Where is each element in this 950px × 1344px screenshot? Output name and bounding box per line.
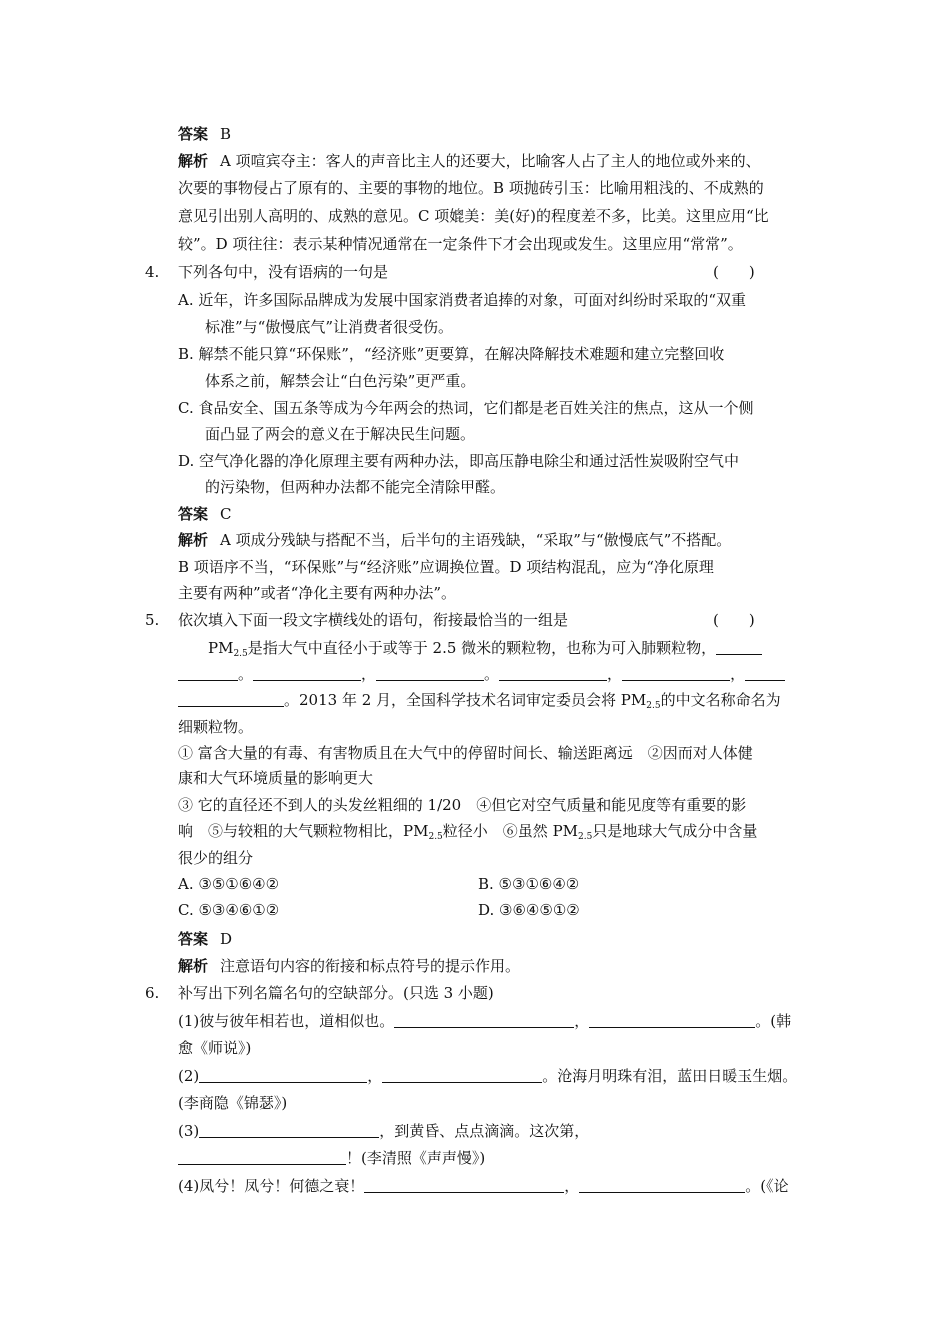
fill-blank[interactable] <box>716 640 762 655</box>
q5-answer-paren: ( ) <box>713 611 755 629</box>
answer-value: C <box>220 505 232 523</box>
q6-number: 6. <box>145 984 160 1002</box>
q5-passage-line <box>208 638 762 664</box>
pm-subscript: 2.5 <box>646 701 661 711</box>
q6-sentence-1 <box>178 1011 791 1031</box>
q5-passage-line: 细颗粒物。 <box>178 718 254 736</box>
q5-item-line: 很少的组分 <box>178 849 254 867</box>
fill-blank[interactable] <box>178 1150 346 1165</box>
item-text: 只是地球大气成分中含量 <box>592 822 758 840</box>
q3-analysis-line: 次要的事物侵占了原有的、主要的事物的地位。B 项抛砖引玉：比喻用粗浅的、不成熟的 <box>178 179 764 197</box>
q5-item-line: ① 富含大量的有毒、有害物质且在大气中的停留时间长、输送距离远 ②因而对人体健 <box>178 744 753 762</box>
passage-text: 是指大气中直径小于或等于 2.5 微米的颗粒物，也称为可入肺颗粒物， <box>247 639 717 657</box>
fill-blank[interactable] <box>253 666 361 681</box>
pm-subscript: 2.5 <box>233 649 248 659</box>
fill-blank[interactable] <box>364 1178 564 1193</box>
item-text: 粒径小 ⑥虽然 <box>442 822 553 840</box>
pm-subscript: 2.5 <box>428 832 443 842</box>
analysis-text: A 项成分残缺与搭配不当，后半句的主语残缺，“采取”与“傲慢底气”不搭配。 <box>220 531 732 549</box>
q6-stem: 补写出下列名篇名句的空缺部分。(只选 3 小题) <box>178 984 494 1002</box>
q4-option-d: D. 空气净化器的净化原理主要有两种办法，即高压静电除尘和通过活性炭吸附空气中 <box>178 452 740 470</box>
q4-answer <box>178 504 232 524</box>
sentence-text: ， <box>564 1177 580 1195</box>
q5-option-d: D. ③⑥④⑤①② <box>478 901 580 919</box>
q3-analysis-line: 较”。D 项往往：表示某种情况通常在一定条件下才会出现或发生。这里应用“常常”。 <box>178 235 743 253</box>
sentence-text: ，到黄昏、点点滴滴。这次第， <box>379 1122 590 1140</box>
pm-text: PM <box>403 822 429 840</box>
q3-analysis-line <box>178 151 761 171</box>
q4-option-b: B. 解禁不能只算“环保账”，“经济账”更要算，在解决降解技术难题和建立完整回收 <box>178 345 725 363</box>
sentence-text: 。(《论 <box>745 1177 789 1195</box>
sentence-text: 。沧海月明珠有泪，蓝田日暖玉生烟。 <box>542 1067 798 1085</box>
q5-analysis <box>178 956 520 976</box>
q4-option-b-cont: 体系之前，解禁会让“白色污染”更严重。 <box>205 372 476 390</box>
q5-number: 5. <box>145 611 160 629</box>
analysis-text: 注意语句内容的衔接和标点符号的提示作用。 <box>220 957 521 975</box>
fill-blank[interactable] <box>376 666 484 681</box>
q4-option-a-cont: 标准”与“傲慢底气”让消费者很受伤。 <box>205 318 454 336</box>
pm-text: PM <box>208 639 234 657</box>
sentence-text: (4)凤兮！凤兮！何德之衰！ <box>178 1177 365 1195</box>
answer-label: 答案 <box>178 125 209 143</box>
q3-answer <box>178 124 231 144</box>
q5-passage-line <box>178 690 781 716</box>
q5-stem: 依次填入下面一段文字横线处的语句，衔接最恰当的一组是 <box>178 611 569 629</box>
q4-option-c-cont: 面凸显了两会的意义在于解决民生问题。 <box>205 425 476 443</box>
fill-blank[interactable] <box>382 1068 542 1083</box>
answer-value: B <box>220 125 232 143</box>
fill-blank[interactable] <box>178 666 238 681</box>
q5-item-line: 康和大气环境质量的影响更大 <box>178 769 374 787</box>
fill-blank[interactable] <box>499 666 607 681</box>
answer-label: 答案 <box>178 930 209 948</box>
q4-option-c: C. 食品安全、国五条等成为今年两会的热词，它们都是老百姓关注的焦点，这从一个侧 <box>178 399 754 417</box>
q4-stem: 下列各句中，没有语病的一句是 <box>178 263 389 281</box>
q4-number: 4. <box>145 263 160 281</box>
q5-option-a: A. ③⑤①⑥④② <box>178 875 280 893</box>
item-text: 响 ⑤与较粗的大气颗粒物相比， <box>178 822 404 840</box>
q4-answer-paren: ( ) <box>713 263 755 281</box>
q6-sentence-1-cont: 愈《师说》) <box>178 1039 252 1057</box>
fill-blank[interactable] <box>745 666 785 681</box>
q4-analysis-line: 主要有两种”或者“净化主要有两种办法”。 <box>178 584 457 602</box>
q6-sentence-3-cont <box>178 1148 485 1168</box>
fill-blank[interactable] <box>589 1013 755 1028</box>
sentence-text: 。(韩 <box>755 1012 792 1030</box>
sentence-text: (1)彼与彼年相若也，道相似也。 <box>178 1012 395 1030</box>
pm-subscript: 2.5 <box>578 832 593 842</box>
analysis-label: 解析 <box>178 531 209 549</box>
passage-text: 。2013 年 2 月，全国科学技术名词审定委员会将 <box>284 691 621 709</box>
fill-blank[interactable] <box>622 666 730 681</box>
fill-blank[interactable] <box>199 1068 367 1083</box>
answer-value: D <box>220 930 233 948</box>
sentence-text: (2) <box>178 1067 200 1085</box>
q6-sentence-2-cont: (李商隐《锦瑟》) <box>178 1094 288 1112</box>
q5-answer <box>178 929 232 949</box>
q6-sentence-3 <box>178 1121 589 1141</box>
q6-sentence-4 <box>178 1176 789 1196</box>
q5-item-line <box>178 821 757 847</box>
sentence-text: (3) <box>178 1122 200 1140</box>
pm-text: PM <box>620 691 647 709</box>
fill-blank[interactable] <box>394 1013 574 1028</box>
q4-option-d-cont: 的污染物，但两种办法都不能完全清除甲醛。 <box>205 478 506 496</box>
fill-blank[interactable] <box>199 1123 379 1138</box>
q5-passage-line: 。 ， 。 ， ， <box>178 664 785 684</box>
answer-label: 答案 <box>178 505 209 523</box>
q4-analysis-line <box>178 530 731 550</box>
q5-item-line: ③ 它的直径还不到人的头发丝粗细的 1/20 ④但它对空气质量和能见度等有重要的影 <box>178 796 747 814</box>
q4-analysis-line: B 项语序不当，“环保账”与“经济账”应调换位置。D 项结构混乱，应为“净化原理 <box>178 558 714 576</box>
q5-option-c: C. ⑤③④⑥①② <box>178 901 280 919</box>
passage-text: 的中文名称命名为 <box>660 691 781 709</box>
sentence-text: ！(李清照《声声慢》) <box>346 1149 486 1167</box>
analysis-label: 解析 <box>178 957 209 975</box>
fill-blank[interactable] <box>178 692 284 707</box>
pm-text: PM <box>552 822 579 840</box>
sentence-text: ， <box>574 1012 590 1030</box>
q5-option-b: B. ⑤③①⑥④② <box>478 875 580 893</box>
q3-analysis-line: 意见引出别人高明的、成熟的意见。C 项媲美：美(好)的程度差不多，比美。这里应用“比 <box>178 207 769 225</box>
analysis-label: 解析 <box>178 152 209 170</box>
fill-blank[interactable] <box>579 1178 745 1193</box>
analysis-text: A 项喧宾夺主：客人的声音比主人的还要大，比喻客人占了主人的地位或外来的、 <box>220 152 761 170</box>
sentence-text: ， <box>367 1067 383 1085</box>
q4-option-a: A. 近年，许多国际品牌成为发展中国家消费者追捧的对象，可面对纠纷时采取的“双重 <box>178 291 747 309</box>
q6-sentence-2 <box>178 1066 797 1086</box>
